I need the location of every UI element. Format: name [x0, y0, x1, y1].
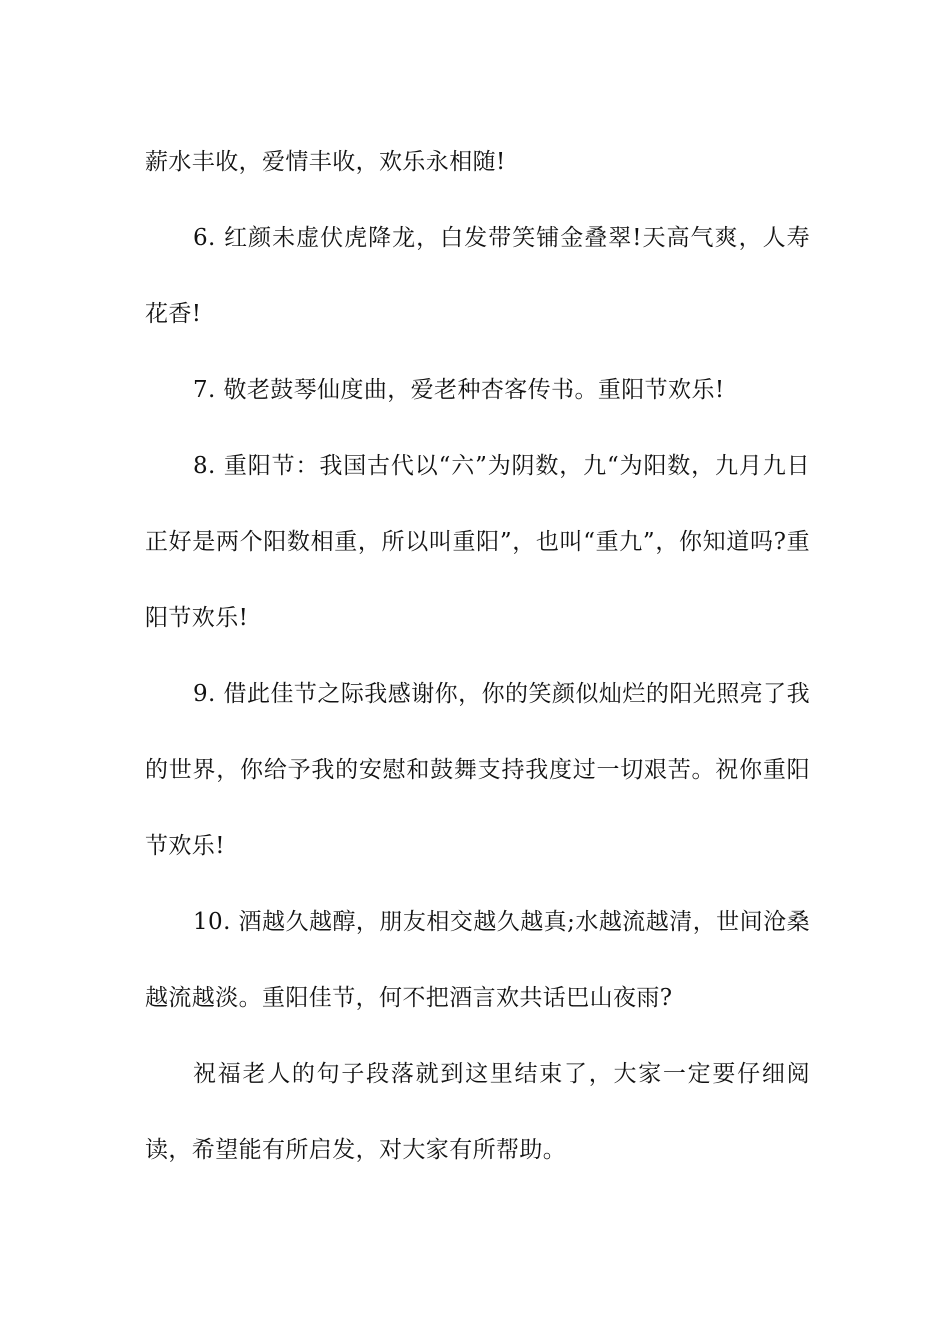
paragraph-item-10: 10. 酒越久越醇，朋友相交越久越真;水越流越清，世间沧桑越流越淡。重阳佳节，何不把酒言欢共话巴山夜雨? — [145, 909, 810, 1011]
paragraph-item-8: 8. 重阳节：我国古代以“六”为阴数，九“为阳数，九月九日正好是两个阳数相重，所以叫重阳”，也叫“重九”，你知道吗?重阳节欢乐! — [145, 453, 810, 631]
paragraph-item-9: 9. 借此佳节之际我感谢你，你的笑颜似灿烂的阳光照亮了我的世界，你给予我的安慰和鼓舞支持我度过一切艰苦。祝你重阳节欢乐! — [145, 681, 810, 859]
paragraph-closing: 祝福老人的句子段落就到这里结束了，大家一定要仔细阅读，希望能有所启发，对大家有所帮助。 — [145, 1061, 810, 1163]
paragraph-continuation: 薪水丰收，爱情丰收，欢乐永相随! — [145, 149, 506, 175]
paragraph-item-7: 7. 敬老鼓琴仙度曲，爱老种杏客传书。重阳节欢乐! — [193, 377, 725, 403]
paragraph-item-6: 6. 红颜未虚伏虎降龙，白发带笑铺金叠翠!天高气爽，人寿花香! — [145, 225, 810, 327]
document-body — [145, 124, 810, 1188]
